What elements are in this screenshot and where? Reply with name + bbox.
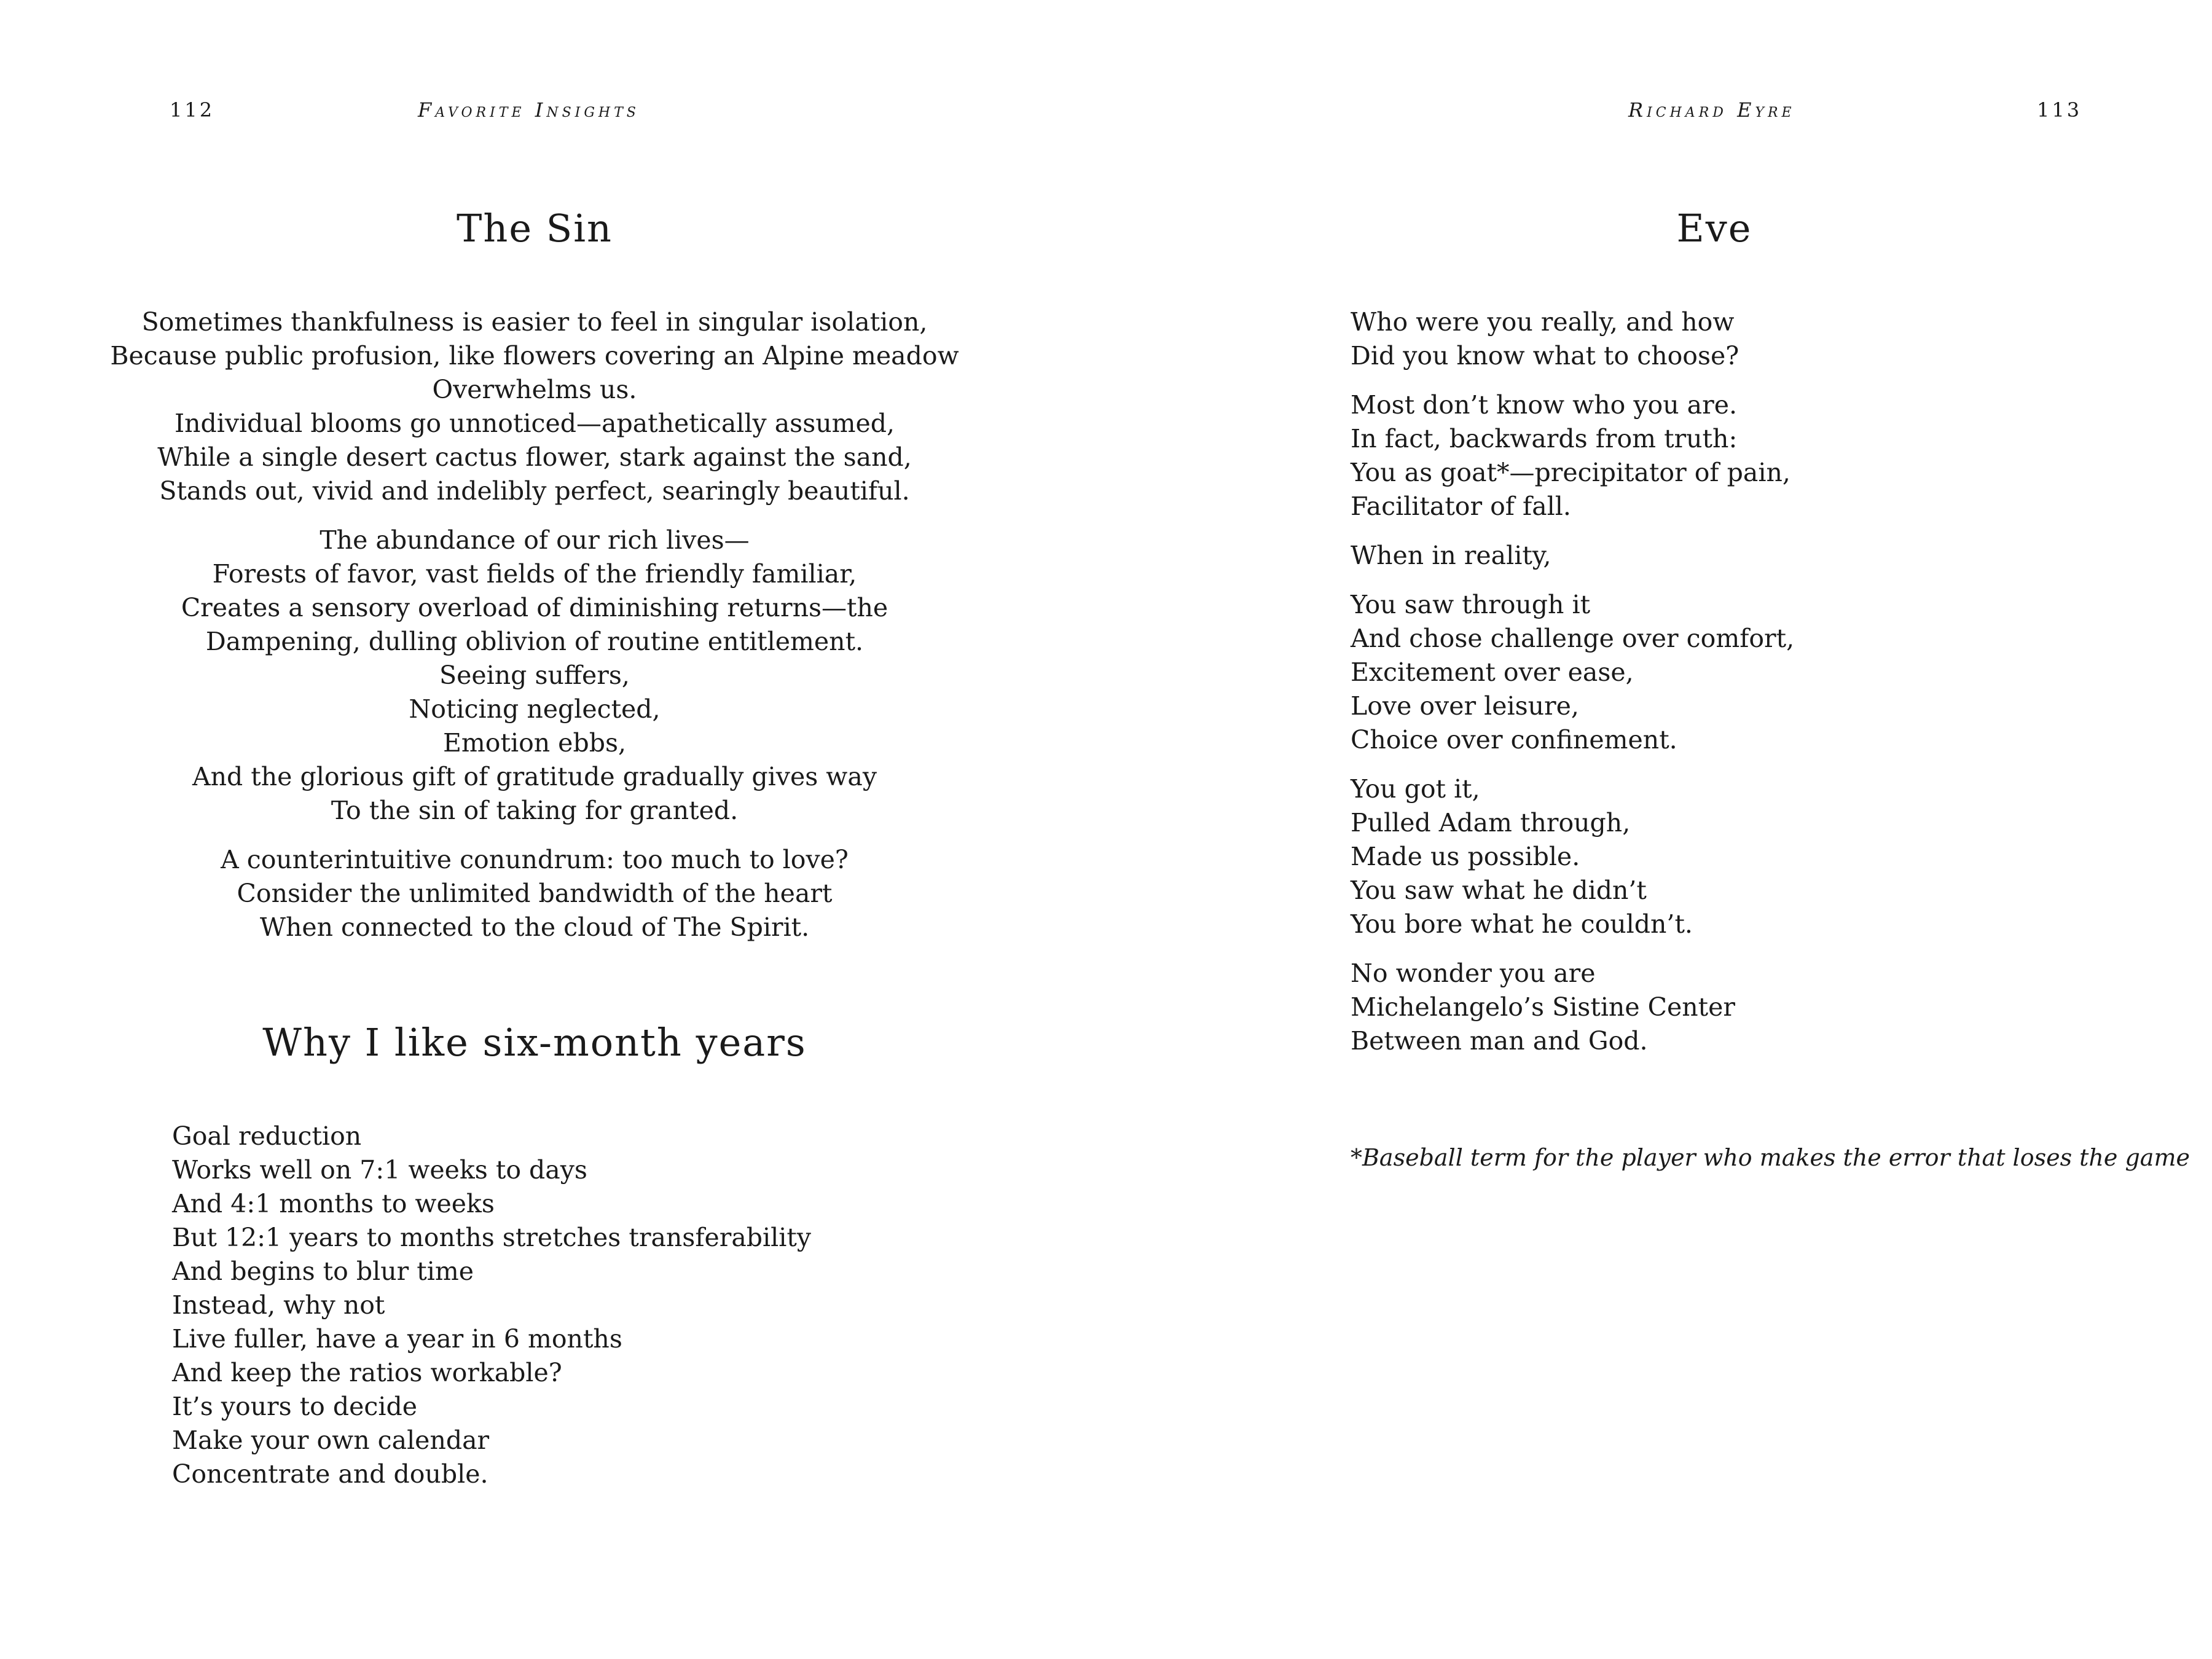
poem-line: Most don’t know who you are.: [1351, 390, 1737, 420]
poem-line: Make your own calendar: [172, 1426, 490, 1455]
poem-line: To the sin of taking for granted.: [331, 796, 739, 825]
poem-line: But 12:1 years to months stretches transferability: [172, 1223, 812, 1252]
poem-line: Works well on 7:1 weeks to days: [172, 1155, 587, 1185]
running-head: Richard Eyre: [1628, 98, 1795, 122]
poem-line: A counterintuitive conundrum: too much to love?: [221, 845, 849, 874]
poem-six-month-years: [172, 1120, 811, 1507]
poem-line: Stands out, vivid and indelibly perfect, searingly beautiful.: [159, 476, 910, 506]
poem-line: You bore what he couldn’t.: [1351, 909, 1693, 939]
poem-line: And keep the ratios workable?: [172, 1358, 562, 1387]
poem-line: Between man and God.: [1351, 1026, 1648, 1056]
poem-line: Did you know what to choose?: [1351, 341, 1739, 371]
poem-line: Seeing suffers,: [439, 661, 630, 690]
stanza: [61, 524, 1008, 828]
poem-line: Love over leisure,: [1351, 691, 1579, 721]
poem-line: You saw through it: [1351, 590, 1591, 619]
poem-line: Dampening, dulling oblivion of routine entitlement.: [205, 627, 864, 656]
poem-line: Facilitator of fall.: [1351, 492, 1571, 521]
poem-title: Eve: [1676, 206, 1752, 251]
poem-line: Who were you really, and how: [1351, 307, 1735, 337]
poem-line: And chose challenge over comfort,: [1351, 624, 1795, 653]
poem-line: And begins to blur time: [172, 1257, 474, 1286]
page-number: 112: [170, 98, 215, 122]
right-page: [1106, 0, 2212, 1659]
poem-line: The abundance of our rich lives—: [320, 525, 750, 555]
poem-line: You got it,: [1351, 774, 1480, 804]
poem-line: Live fuller, have a year in 6 months: [172, 1324, 622, 1354]
running-head: Favorite Insights: [418, 98, 640, 122]
poem-line: Overwhelms us.: [432, 375, 637, 404]
poem-line: Because public profusion, like flowers covering an Alpine meadow: [110, 341, 959, 371]
poem-line: It’s yours to decide: [172, 1392, 417, 1421]
poem-line: Emotion ebbs,: [442, 728, 627, 758]
poem-the-sin: [61, 305, 1008, 960]
poem-eve: [1351, 305, 1794, 1073]
stanza: [1351, 588, 1794, 757]
poem-line: When in reality,: [1351, 541, 1551, 570]
poem-line: Sometimes thankfulness is easier to feel in singular isolation,: [141, 307, 928, 337]
poem-line: No wonder you are: [1351, 959, 1596, 988]
stanza: [172, 1120, 811, 1491]
poem-line: Michelangelo’s Sistine Center: [1351, 992, 1736, 1022]
poem-line: Creates a sensory overload of diminishing returns—the: [181, 593, 888, 622]
stanza: [1351, 957, 1794, 1058]
page-number: 113: [2037, 98, 2082, 122]
poem-line: You saw what he didn’t: [1351, 876, 1647, 905]
stanza: [1351, 388, 1794, 524]
poem-line: Pulled Adam through,: [1351, 808, 1631, 837]
poem-line: When connected to the cloud of The Spirit.: [259, 912, 810, 942]
poem-line: Concentrate and double.: [172, 1459, 488, 1489]
poem-line: While a single desert cactus flower, stark against the sand,: [157, 442, 912, 472]
stanza: [1351, 305, 1794, 373]
stanza: [1351, 539, 1794, 573]
poem-line: You as goat*—precipitator of pain,: [1351, 458, 1790, 487]
poem-line: Made us possible.: [1351, 842, 1580, 871]
poem-line: Noticing neglected,: [409, 694, 661, 724]
stanza: [61, 305, 1008, 508]
poem-line: Goal reduction: [172, 1121, 362, 1151]
poem-line: Consider the unlimited bandwidth of the heart: [237, 879, 833, 908]
poem-title: Why I like six-month years: [262, 1020, 807, 1065]
footnote: *Baseball term for the player who makes the error that loses the game: [1351, 1144, 2190, 1171]
poem-line: Choice over confinement.: [1351, 725, 1677, 755]
stanza: [1351, 772, 1794, 941]
poem-line: In fact, backwards from truth:: [1351, 424, 1738, 453]
poem-line: Excitement over ease,: [1351, 657, 1634, 687]
poem-line: And the glorious gift of gratitude gradually gives way: [192, 762, 877, 791]
poem-line: And 4:1 months to weeks: [172, 1189, 495, 1218]
stanza: [61, 843, 1008, 944]
poem-line: Forests of favor, vast fields of the friendly familiar,: [212, 559, 857, 589]
poem-line: Individual blooms go unnoticed—apathetically assumed,: [174, 409, 895, 438]
poem-title: The Sin: [457, 206, 613, 251]
poem-line: Instead, why not: [172, 1290, 385, 1320]
